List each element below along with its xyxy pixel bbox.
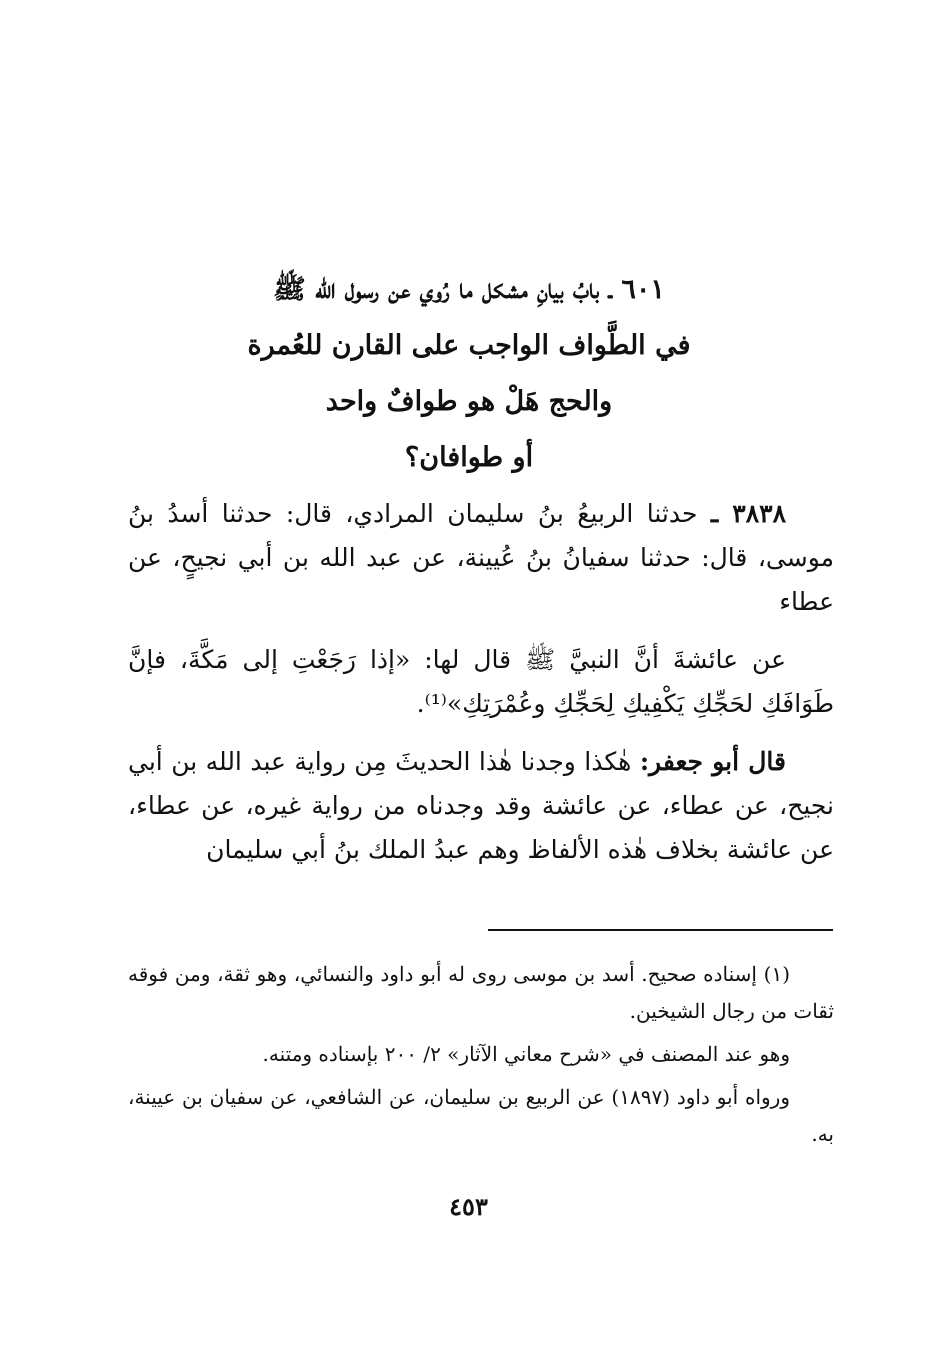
chapter-title-line-4: أو طوافان؟	[404, 442, 534, 473]
hadith-isnad: حدثنا الربيعُ بنُ سليمان المرادي، قال: حدثنا أسدُ بنُ موسى، قال: حدثنا سفيانُ بنُ عُيينة، عن عبد الله بن أبي نجيحٍ، عن عطاء	[128, 499, 834, 616]
footnote-3: ورواه أبو داود (١٨٩٧) عن الربيع بن سليمان، عن الشافعي، عن سفيان بن عيينة، به.	[128, 1085, 834, 1146]
chapter-title-line-3: والحج هَلْ هو طوافٌ واحد	[325, 386, 613, 417]
footnotes	[128, 956, 834, 1159]
hadith-matn: عن عائشةَ أنَّ النبيَّ ﷺ قال لها: «إذا رَجَعْتِ إلى مَكَّةَ، فإنَّ طَوَافَكِ لحَجِّكِ يَكْفِيكِ لِحَجِّكِ وعُمْرَتِكِ»⁽¹⁾.	[128, 645, 834, 718]
chapter-title	[130, 262, 808, 486]
main-text	[128, 492, 834, 882]
commentary-text: هٰكذا وجدنا هٰذا الحديثَ مِن رواية عبد الله بن أبي نجيح، عن عطاء، عن عائشة وقد وجدناه من رواية غيره، عن عطاء، عن عائشة بخلاف هٰذه الألفاظ وهم عبدُ الملك بنُ أبي سليمان	[128, 747, 834, 864]
commentary-lead: قال أبو جعفر:	[639, 747, 786, 776]
chapter-title-line-1: ٦٠١ ـ بابُ بيانِ مشكل ما رُوي عن رسول الله ﷺ	[273, 274, 665, 305]
commentary-paragraph	[128, 740, 834, 872]
hadith-number: ٣٨٣٨ ـ	[710, 499, 786, 528]
footnote-1: (١) إسناده صحيح. أسد بن موسى روى له أبو داود والنسائي، وهو ثقة، ومن فوقه ثقات من رجال الشيخين.	[128, 962, 834, 1023]
hadith-isnad-paragraph	[128, 492, 834, 624]
page-number: ٤٥٣	[449, 1192, 488, 1221]
chapter-title-line-2: في الطَّواف الواجب على القارن للعُمرة	[247, 330, 691, 361]
footnote-2: وهو عند المصنف في «شرح معاني الآثار» ٢/ ٢٠٠ بإسناده ومتنه.	[262, 1042, 790, 1066]
footnote-divider	[488, 929, 833, 931]
hadith-matn-paragraph	[128, 638, 834, 726]
